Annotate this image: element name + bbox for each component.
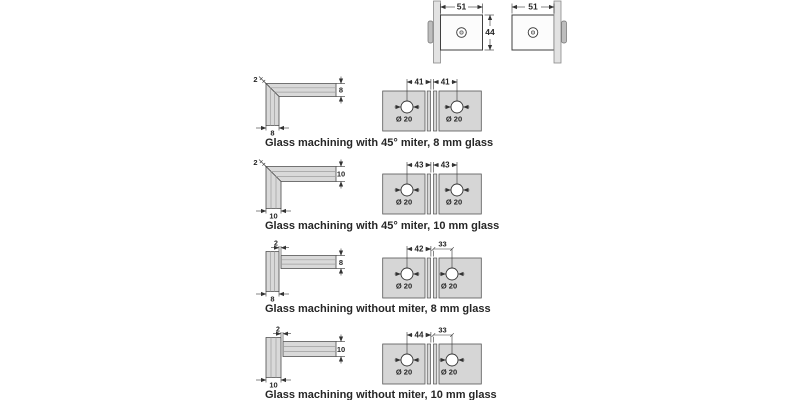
offset-label: 33 [438, 326, 447, 335]
thickness-label: 8 [338, 85, 344, 95]
gap-label: 2 [253, 75, 258, 84]
miter-gap-dimension [253, 75, 266, 84]
hole-diameter-label: Ø 20 [445, 114, 463, 124]
hole-diameter-label: Ø 20 [445, 197, 463, 207]
corner-detail-butt-8mm [252, 237, 347, 302]
corner-detail-miter-8mm [252, 71, 347, 136]
hole-diameter-label: Ø 20 [440, 367, 458, 377]
corner-detail-miter-10mm [252, 154, 347, 219]
clamp-width-label: 51 [456, 1, 467, 12]
clamp-backplate [562, 21, 567, 43]
bottom-thickness-dimension [256, 292, 289, 303]
clamp-width-label: 51 [528, 1, 538, 12]
mating-glass-edge [427, 258, 430, 298]
top-thickness-dimension [336, 160, 345, 189]
hole-diameter-label: Ø 20 [395, 197, 413, 207]
caption-row-4: Glass machining without miter, 10 mm glass [265, 389, 497, 400]
gap-label: 2 [274, 240, 278, 248]
hole-diameter-label: Ø 20 [440, 281, 458, 291]
bottom-thickness-dimension [256, 126, 289, 137]
height-dimension [485, 15, 495, 50]
left-drilled-panel [383, 161, 431, 214]
width-dimension [512, 2, 554, 14]
clamp-height-label: 44 [485, 27, 495, 37]
thickness-label: 10 [336, 169, 346, 179]
mating-glass-edge [427, 174, 430, 214]
offset-label: 43 [440, 160, 450, 170]
glass-corner-joint [266, 338, 336, 378]
clamp-screw-center [460, 31, 463, 34]
mating-glass-edge [427, 344, 430, 384]
drill-hole [401, 268, 413, 280]
left-drilled-panel [383, 245, 431, 298]
drill-hole [401, 101, 413, 113]
left-drilled-panel [383, 331, 431, 384]
caption-row-1: Glass machining with 45° miter, 8 mm glass [265, 137, 494, 149]
offset-label: 41 [414, 77, 424, 87]
clamp-front-views [424, 0, 574, 64]
glass-pane-edge [554, 1, 561, 63]
hole-diameter-label: Ø 20 [395, 367, 413, 377]
thickness-label: 8 [270, 128, 275, 136]
hole-diameter-label: Ø 20 [395, 114, 413, 124]
drilled-panels-row-1 [382, 73, 482, 132]
drill-hole [401, 354, 413, 366]
right-drilled-panel [433, 161, 481, 214]
gap-label: 2 [253, 158, 258, 167]
right-drilled-panel [432, 326, 482, 384]
glass-corner-joint [266, 84, 336, 126]
top-thickness-dimension [336, 335, 345, 364]
left-clamp-view [428, 1, 495, 63]
mating-glass-edge [433, 174, 436, 214]
right-drilled-panel [432, 240, 482, 298]
top-thickness-dimension [336, 77, 345, 104]
mating-glass-edge [427, 91, 430, 131]
drill-hole [446, 268, 458, 280]
clamp-screw-center [531, 31, 534, 34]
thickness-label: 8 [338, 257, 344, 267]
bottom-thickness-dimension [256, 378, 291, 389]
offset-label: 41 [440, 77, 450, 87]
mating-glass-edge [433, 91, 436, 131]
right-clamp-view [512, 1, 567, 63]
left-drilled-panel [383, 78, 431, 131]
drill-hole [401, 184, 413, 196]
bottom-thickness-dimension [256, 209, 291, 220]
caption-row-3: Glass machining without miter, 8 mm glass [265, 303, 491, 315]
drill-hole [451, 184, 463, 196]
thickness-label: 10 [269, 380, 278, 388]
clamp-backplate [428, 21, 433, 43]
drilled-panels-row-4 [382, 326, 482, 385]
offset-label: 43 [414, 160, 424, 170]
mating-glass-edge [433, 344, 436, 384]
mating-glass-edge [433, 258, 436, 298]
offset-label: 44 [414, 330, 424, 340]
glass-corner-joint [266, 167, 336, 209]
caption-row-2: Glass machining with 45° miter, 10 mm glass [265, 220, 500, 232]
top-thickness-dimension [336, 249, 345, 276]
corner-detail-butt-10mm [252, 323, 347, 388]
thickness-label: 10 [336, 344, 346, 354]
glass-pane-edge [434, 1, 441, 63]
drilled-panels-row-2 [382, 156, 482, 215]
width-dimension [441, 2, 483, 14]
drill-hole [451, 101, 463, 113]
gap-label: 2 [276, 326, 280, 334]
offset-label: 33 [438, 240, 447, 249]
thickness-label: 8 [270, 294, 275, 302]
right-drilled-panel [433, 78, 481, 131]
hole-diameter-label: Ø 20 [395, 281, 413, 291]
miter-gap-dimension [253, 158, 266, 167]
offset-label: 42 [414, 244, 424, 254]
thickness-label: 10 [269, 211, 278, 219]
drilled-panels-row-3 [382, 240, 482, 299]
drill-hole [446, 354, 458, 366]
glass-corner-joint [266, 252, 336, 292]
